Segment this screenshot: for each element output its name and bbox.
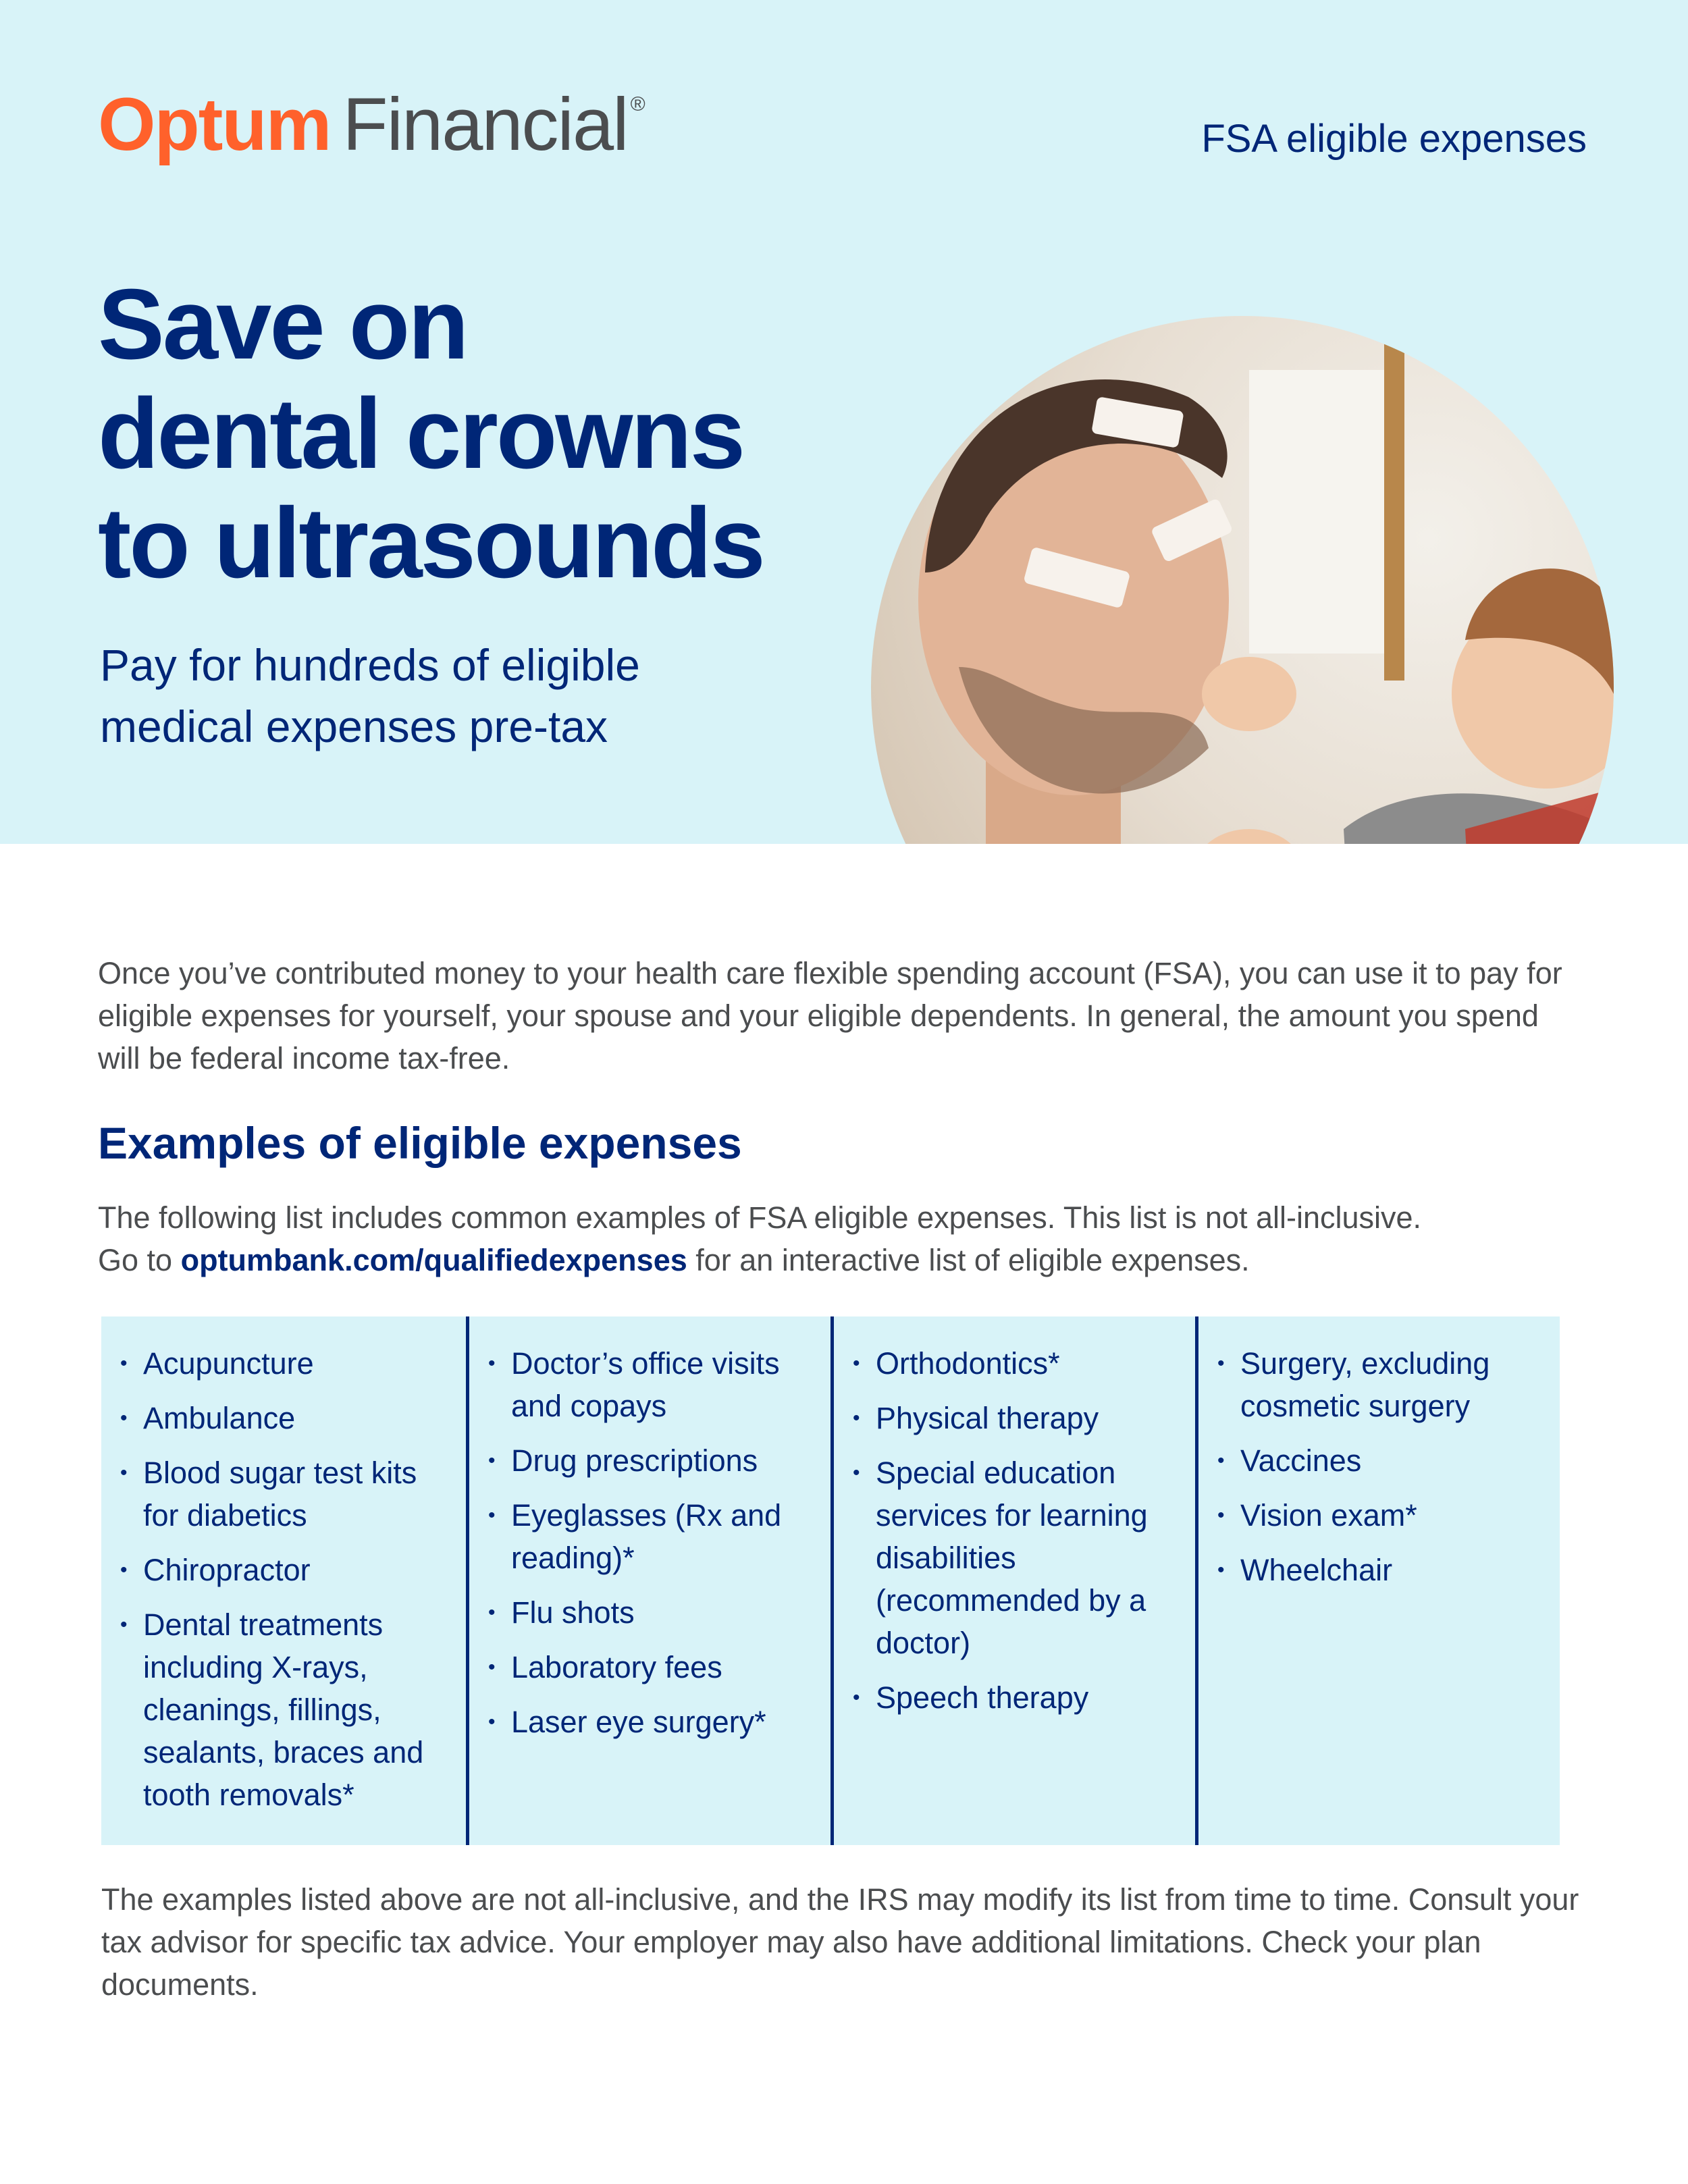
expense-column: [1195, 1316, 1560, 1845]
list-item: • Dental treatments including X-rays, cleanings, fillings, sealants, braces and tooth removals*: [120, 1603, 450, 1816]
list-item: • Drug prescriptions: [488, 1439, 814, 1482]
intro-paragraph: Once you’ve contributed money to your health care flexible spending account (FSA), you can use it to pay for eligible expenses for yourself, your spouse and your eligible dependents. In general, the amount you spend will be federal income tax-free.: [98, 956, 1562, 1075]
hero-photo: [871, 316, 1614, 844]
registered-mark: ®: [630, 93, 644, 115]
list-item: • Laboratory fees: [488, 1646, 814, 1688]
page-title: [98, 270, 895, 598]
child-hand: [1195, 829, 1303, 844]
list-item: • Laser eye surgery*: [488, 1701, 814, 1743]
list-item: • Orthodontics*: [853, 1342, 1179, 1385]
list-item: • Physical therapy: [853, 1397, 1179, 1439]
wall-panel: [1249, 370, 1384, 654]
list-item: • Vaccines: [1217, 1439, 1544, 1482]
list-item: • Wheelchair: [1217, 1549, 1544, 1591]
list-item: • Vision exam*: [1217, 1494, 1544, 1537]
logo-brand: Optum: [98, 83, 331, 166]
intro-suffix: for an interactive list of eligible expenses.: [687, 1243, 1250, 1277]
optum-financial-logo[interactable]: [98, 83, 644, 166]
list-item: • Chiropractor: [120, 1549, 450, 1591]
eligible-expenses-table: [101, 1316, 1560, 1845]
qualified-expenses-link[interactable]: optumbank.com/qualifiedexpenses: [180, 1243, 687, 1277]
list-item: • Acupuncture: [120, 1342, 450, 1385]
expense-column: [466, 1316, 830, 1845]
list-item: • Eyeglasses (Rx and reading)*: [488, 1494, 814, 1579]
expense-column: [830, 1316, 1195, 1845]
document-tag: FSA eligible expenses: [1201, 117, 1587, 161]
list-item: • Surgery, excluding cosmetic surgery: [1217, 1342, 1544, 1427]
list-item: • Blood sugar test kits for diabetics: [120, 1451, 450, 1537]
list-item: • Special education services for learning disabilities (recommended by a doctor): [853, 1451, 1179, 1664]
father-child-photo-illustration: [871, 316, 1614, 844]
list-item: • Doctor’s office visits and copays: [488, 1342, 814, 1427]
examples-intro-line: The following list includes common examples of FSA eligible expenses. This list is not all-inclusive.: [98, 1200, 1422, 1235]
list-item: • Flu shots: [488, 1591, 814, 1634]
door-frame: [1384, 343, 1404, 681]
intro-prefix: Go to: [98, 1243, 181, 1277]
headline-line: dental crowns: [98, 378, 744, 489]
list-item: • Speech therapy: [853, 1676, 1179, 1719]
child-hand: [1202, 657, 1296, 731]
subhead-line: Pay for hundreds of eligible: [100, 640, 640, 690]
headline-line: Save on: [98, 269, 467, 380]
section-title: Examples of eligible expenses: [98, 1118, 742, 1168]
headline-line: to ultrasounds: [98, 487, 764, 599]
hero-subheading: [100, 635, 775, 757]
disclaimer: The examples listed above are not all-inclusive, and the IRS may modify its list from time to time. Consult your tax advisor for specific tax advice. Your employer may also have additional limitations. Check your plan documents.: [101, 1882, 1579, 2002]
examples-intro: [98, 1196, 1617, 1281]
logo-sub: Financial: [342, 83, 628, 166]
expense-column: [101, 1316, 466, 1845]
examples-intro-line: [98, 1239, 1617, 1281]
list-item: • Ambulance: [120, 1397, 450, 1439]
hero-banner: [0, 0, 1688, 844]
subhead-line: medical expenses pre-tax: [100, 701, 608, 751]
